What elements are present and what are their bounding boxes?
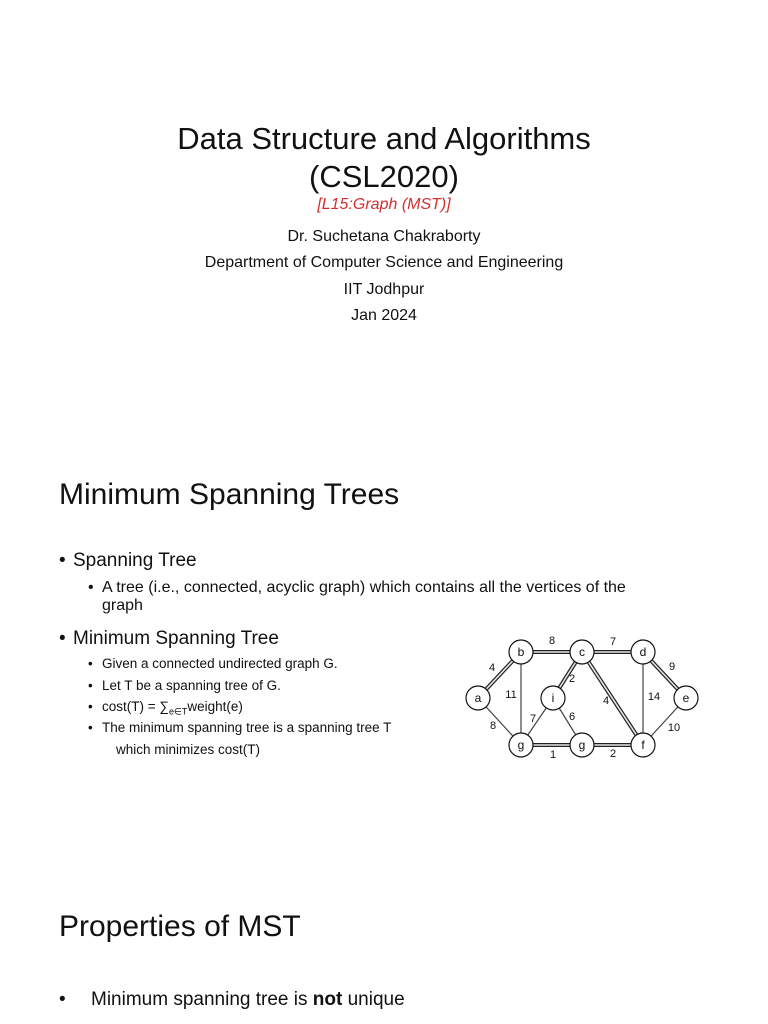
course-code: (CSL2020) — [309, 159, 459, 194]
vertex-label: e — [682, 691, 690, 705]
slide-heading: Properties of MST — [59, 910, 301, 943]
vertex-label: c — [579, 645, 585, 659]
slide-heading: Minimum Spanning Trees — [59, 478, 400, 511]
mst-slide — [0, 430, 768, 860]
institute: IIT Jodhpur — [343, 281, 425, 298]
spanning-tree-desc: • A tree (i.e., connected, acyclic graph) which contains all the vertices of the graph — [88, 579, 708, 615]
weight-b-c: 8 — [548, 635, 556, 647]
weight-c-f: 4 — [602, 695, 610, 707]
mst-point-cost: • $\cos t(T) = \sum_{e\in T}weight(e)$ — [88, 699, 243, 717]
department: Department of Computer Science and Engineering — [204, 254, 564, 271]
weight-a-b: 4 — [488, 662, 496, 674]
course-title-line1: Data Structure and Algorithms — [177, 121, 591, 156]
weight-a-g: 8 — [489, 720, 497, 732]
mst-edge-c-f-inner — [582, 652, 643, 745]
weight-i-g: 7 — [529, 713, 537, 725]
bullet-not-unique: • Minimum spanning tree is not unique — [59, 989, 405, 1010]
weight-g-g2: 1 — [549, 749, 557, 761]
weight-i-g2: 6 — [568, 711, 576, 723]
bullet-text: Spanning Tree — [73, 550, 197, 571]
weight-c-d: 7 — [609, 636, 617, 648]
vertex-label: g — [517, 738, 525, 752]
bullet-spanning-tree: • Spanning Tree — [59, 550, 197, 571]
weight-d-f: 14 — [647, 691, 661, 703]
desc-line1: A tree (i.e., connected, acyclic graph) which contains all the vertices of the — [102, 579, 626, 596]
mst-point: • Given a connected undirected graph G. — [88, 656, 338, 671]
bullet-text: Minimum Spanning Tree — [73, 628, 279, 649]
vertex-label: g — [578, 738, 586, 752]
weight-e-f: 10 — [667, 722, 681, 734]
title-slide — [0, 0, 768, 430]
vertices — [466, 640, 698, 757]
weight-b-g: 11 — [505, 689, 517, 701]
mst-graph — [0, 430, 768, 860]
vertex-label: b — [517, 645, 525, 659]
lecture-tag: [L15:Graph (MST)] — [317, 196, 451, 213]
mst-point: • The minimum spanning tree is a spanning tree T — [88, 720, 392, 735]
weight-g2-f: 2 — [609, 748, 617, 760]
bullet-mst: • Minimum Spanning Tree — [59, 628, 279, 649]
weight-c-i: 2 — [568, 673, 576, 685]
course-title — [0, 120, 768, 196]
mst-point-continuation: which minimizes cost(T) — [116, 742, 261, 757]
vertex-label: i — [551, 691, 555, 705]
vertex-label: d — [639, 645, 647, 659]
date: Jan 2024 — [351, 307, 417, 324]
vertex-label: f — [641, 738, 645, 752]
author-name: Dr. Suchetana Chakraborty — [287, 228, 481, 245]
mst-point: • Let T be a spanning tree of G. — [88, 678, 281, 693]
weight-d-e: 9 — [668, 661, 676, 673]
desc-line2: graph — [102, 597, 143, 614]
properties-slide — [0, 860, 768, 1024]
vertex-label: a — [474, 691, 482, 705]
